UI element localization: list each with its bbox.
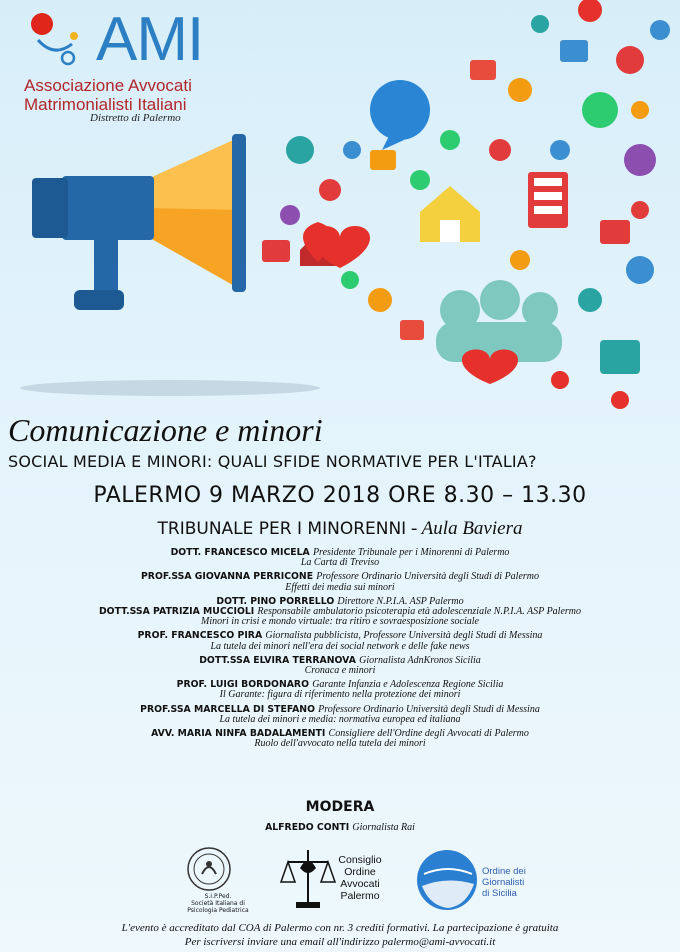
- odg-logo-icon: [414, 848, 480, 912]
- speaker-role: Responsabile ambulatorio psicoterapia età adolescenziale N.P.I.A. ASP Palermo: [257, 606, 582, 618]
- sipped-logo-icon: [186, 846, 232, 892]
- speaker-role: Presidente Tribunale per i Minorenni di Palermo: [312, 547, 510, 558]
- speaker-item: [0, 729, 680, 749]
- speaker-topic: Il Garante: figura di riferimento nella protezione dei minori: [219, 689, 461, 701]
- event-venue: [0, 518, 680, 540]
- speaker-name: PROF. LUIGI BORDONARO: [176, 679, 309, 691]
- speaker-topic: La Carta di Treviso: [300, 557, 380, 569]
- speaker-role: Giornalista pubblicista, Professore Università degli Studi di Messina: [265, 630, 543, 642]
- coa-line1: Consiglio: [338, 854, 382, 866]
- speaker-name: DOTT. PINO PORRELLO: [216, 595, 335, 607]
- megaphone-illustration: [0, 0, 680, 420]
- speaker-name: PROF.SSA MARCELLA DI STEFANO: [140, 703, 315, 715]
- speaker-name: AVV. MARIA NINFA BADALAMENTI: [151, 728, 326, 740]
- social-icons-cloud: [262, 0, 670, 409]
- event-subtitle: SOCIAL MEDIA E MINORI: QUALI SFIDE NORMATIVE PER L'ITALIA?: [8, 452, 537, 471]
- speakers-list: [0, 548, 680, 753]
- logo-name-line1: Associazione Avvocati: [24, 76, 192, 95]
- coa-line4: Palermo: [340, 890, 380, 902]
- speaker-topic: Ruolo dell'avvocato nella tutela dei minori: [254, 738, 426, 750]
- speaker-name: PROF.SSA GIOVANNA PERRICONE: [140, 571, 314, 583]
- moderator-name: ALFREDO CONTI: [265, 822, 350, 833]
- speaker-name: DOTT.SSA ELVIRA TERRANOVA: [199, 654, 356, 666]
- coa-scales-logo-icon: [280, 846, 336, 916]
- speaker-name: PROF. FRANCESCO PIRA: [137, 630, 263, 642]
- speaker-role: Professore Ordinario Università degli Studi di Messina: [318, 703, 540, 715]
- sipped-name: Società Italiana di Psicologia Pediatrica: [187, 900, 249, 914]
- speaker-topic: Cronaca e minori: [304, 665, 376, 677]
- venue-main: TRIBUNALE PER I MINORENNI: [157, 519, 407, 539]
- logo-district: Distretto di Palermo: [90, 112, 181, 124]
- speaker-item: [0, 548, 680, 568]
- odg-caption: [482, 866, 526, 899]
- speaker-item: [0, 572, 680, 592]
- speaker-topic: La tutela dei minori e media: normativa europea ed italiana: [219, 713, 461, 725]
- speaker-name: DOTT. FRANCESCO MICELA: [170, 547, 310, 558]
- speaker-name: DOTT.SSA PATRIZIA MUCCIOLI: [98, 606, 255, 618]
- registration-note: Per iscriversi inviare una email all'indirizzo palermo@ami-avvocati.it: [184, 936, 496, 948]
- speaker-topic: Effetti dei media sui minori: [285, 581, 395, 593]
- speaker-topic: La tutela dei minori nell'era dei social network e delle fake news: [210, 640, 470, 652]
- event-dateline: PALERMO 9 MARZO 2018 ORE 8.30 – 13.30: [93, 483, 587, 508]
- odg-line3: di Sicilia: [482, 888, 517, 899]
- coa-caption: [330, 854, 390, 902]
- speaker-item: [0, 656, 680, 676]
- coa-line2: Ordine: [344, 866, 376, 878]
- speaker-item: [0, 705, 680, 725]
- moderator: [0, 823, 680, 833]
- moderator-role: Giornalista Rai: [352, 822, 415, 833]
- odg-line1: Ordine dei: [482, 866, 526, 877]
- speaker-role: Garante Infanzia e Adolescenza Regione Sicilia: [312, 679, 504, 691]
- speaker-item: [0, 680, 680, 700]
- speaker-role: Consigliere dell'Ordine degli Avvocati di Palermo: [328, 728, 529, 740]
- speaker-item: [0, 607, 680, 627]
- venue-sub: - Aula Baviera: [406, 518, 523, 539]
- speaker-role: Professore Ordinario Università degli Studi di Palermo: [316, 571, 540, 583]
- logo-acronym: AMI: [96, 5, 204, 74]
- speaker-role: Giornalista AdnKronos Sicilia: [359, 654, 481, 666]
- logo-name-line2: Matrimonialisti Italiani: [24, 95, 187, 114]
- sipped-acronym: S.I.P.Ped.: [204, 893, 232, 900]
- moderation-heading: MODERA: [305, 799, 375, 815]
- speaker-item: [0, 631, 680, 651]
- odg-line2: Giornalisti: [482, 877, 525, 888]
- event-title: Comunicazione e minori: [8, 412, 323, 448]
- credits-note: L'evento è accreditato dal COA di Palermo con nr. 3 crediti formativi. La partecipazione è gratuita: [121, 922, 559, 934]
- speaker-role: Direttore N.P.I.A. ASP Palermo: [337, 595, 464, 607]
- megaphone-icon: [32, 134, 246, 310]
- sipped-caption: [178, 893, 258, 914]
- coa-line3: Avvocati: [340, 878, 380, 890]
- speaker-topic: Minori in crisi e mondo virtuale: tra ritiro e sovraesposizione sociale: [201, 616, 479, 628]
